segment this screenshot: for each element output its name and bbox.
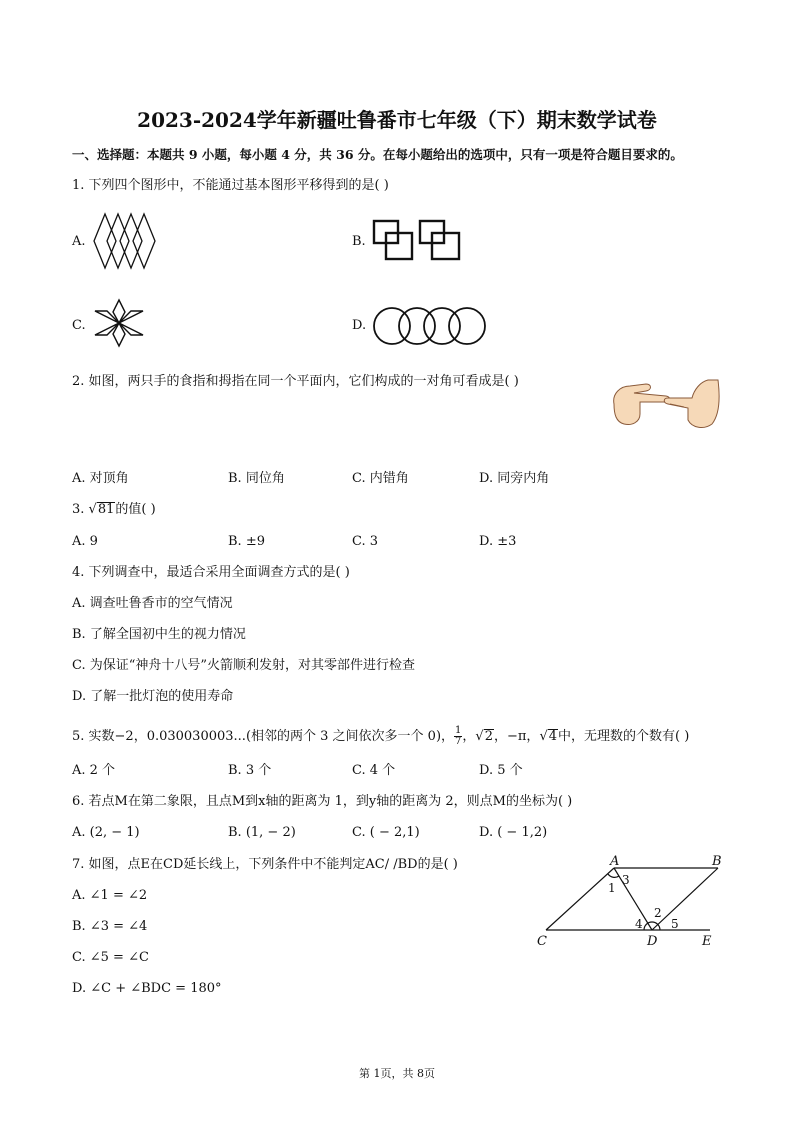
angle-label-5: 5 — [671, 917, 679, 931]
q3-radicand: 81 — [97, 502, 115, 517]
line-ad — [614, 868, 652, 930]
q5-sep: ， — [462, 729, 476, 744]
q2-option-b: B. 同位角 — [228, 471, 285, 486]
radical-sign: √ — [88, 502, 97, 517]
q7-option-c: C. ∠5 = ∠C — [72, 950, 149, 965]
label-b: B — [712, 854, 722, 869]
q4-option-d: D. 了解一批灯泡的使用寿命 — [72, 689, 234, 704]
angle-arc-at-d — [644, 922, 660, 930]
q2-option-d: D. 同旁内角 — [479, 471, 550, 486]
question-6-stem: 6. 若点M在第二象限，且点M到x轴的距离为 1，到y轴的距离为 2，则点M的坐标为( ) — [72, 794, 573, 809]
q5-part1: 5. 实数−2，0.030030003...(相邻的两个 3 之间依次多一个 0)， — [72, 729, 455, 744]
q3-option-a: A. 9 — [72, 534, 98, 549]
overlapping-squares-figure — [371, 218, 465, 264]
q5-option-d: D. 5 个 — [479, 763, 523, 778]
angle-label-2: 2 — [654, 906, 662, 920]
angle-label-3: 3 — [622, 873, 630, 887]
q7-option-a: A. ∠1 = ∠2 — [72, 888, 148, 903]
q5-radicand-4: 4 — [548, 729, 558, 744]
q4-option-b: B. 了解全国初中生的视力情况 — [72, 627, 246, 642]
question-2-stem: 2. 如图，两只手的食指和拇指在同一个平面内，它们构成的一对角可看成是( ) — [72, 374, 519, 389]
section-heading: 一、选择题：本题共 9 小题，每小题 4 分，共 36 分。在每小题给出的选项中，只有一项是符合题目要求的。 — [72, 147, 683, 162]
line-bd — [652, 868, 718, 930]
question-5-stem — [72, 726, 689, 747]
q6-option-d: D. ( − 1,2) — [479, 825, 548, 840]
q5-radicand-2: 2 — [484, 729, 493, 744]
radical-sign: √ — [475, 729, 484, 744]
q7-option-b: B. ∠3 = ∠4 — [72, 919, 148, 934]
label-c: C — [537, 934, 547, 949]
q6-option-c: C. ( − 2,1) — [352, 825, 420, 840]
q1-option-b-label: B. — [352, 234, 366, 249]
q3-number: 3. — [72, 502, 89, 517]
radical-sign: √ — [539, 729, 548, 744]
q4-option-a: A. 调查吐鲁香市的空气情况 — [72, 596, 233, 611]
frac-numerator: 1 — [455, 725, 462, 736]
q2-option-a: A. 对顶角 — [72, 471, 129, 486]
label-e: E — [702, 934, 712, 949]
q1-option-d-label: D. — [352, 318, 367, 333]
q3-option-b: B. ±9 — [228, 534, 265, 549]
angle-label-4: 4 — [635, 917, 643, 931]
four-circles-figure — [372, 306, 488, 346]
q5-part3: 中，无理数的个数有( ) — [558, 729, 690, 744]
q3-option-c: C. 3 — [352, 534, 379, 549]
q2-option-c: C. 内错角 — [352, 471, 409, 486]
two-hands-figure — [608, 374, 724, 432]
q6-option-a: A. (2, − 1) — [72, 825, 140, 840]
line-ac — [546, 868, 614, 930]
angle-label-1: 1 — [608, 881, 616, 895]
page-footer: 第 1页，共 8页 — [359, 1067, 435, 1080]
q3-option-d: D. ±3 — [479, 534, 517, 549]
question-7-stem: 7. 如图，点E在CD延长线上，下列条件中不能判定AC/ /BD的是( ) — [72, 857, 458, 872]
six-point-star-figure — [92, 298, 146, 348]
parallel-lines-geometry-figure — [532, 852, 732, 952]
question-3-stem — [72, 502, 156, 518]
q5-option-b: B. 3 个 — [228, 763, 272, 778]
q5-option-c: C. 4 个 — [352, 763, 396, 778]
q4-option-c: C. 为保证“神舟十八号”火箭顺利发射，对其零部件进行检查 — [72, 658, 416, 673]
q5-part2: ，−π， — [494, 729, 540, 744]
q1-option-c-label: C. — [72, 318, 86, 333]
frac-denominator: 7 — [455, 736, 462, 747]
rhombus-chain-figure — [92, 212, 158, 270]
q7-option-d: D. ∠C + ∠BDC = 180° — [72, 981, 222, 996]
question-1-stem: 1. 下列四个图形中，不能通过基本图形平移得到的是( ) — [72, 178, 389, 193]
q6-option-b: B. (1, − 2) — [228, 825, 296, 840]
q5-option-a: A. 2 个 — [72, 763, 116, 778]
label-d: D — [647, 934, 658, 949]
page-title: 2023-2024学年新疆吐鲁番市七年级（下）期末数学试卷 — [137, 108, 657, 132]
question-4-stem: 4. 下列调查中，最适合采用全面调查方式的是( ) — [72, 565, 350, 580]
label-a: A — [610, 854, 620, 869]
q3-stem-tail: 的值( ) — [115, 502, 156, 517]
q1-option-a-label: A. — [72, 234, 86, 249]
